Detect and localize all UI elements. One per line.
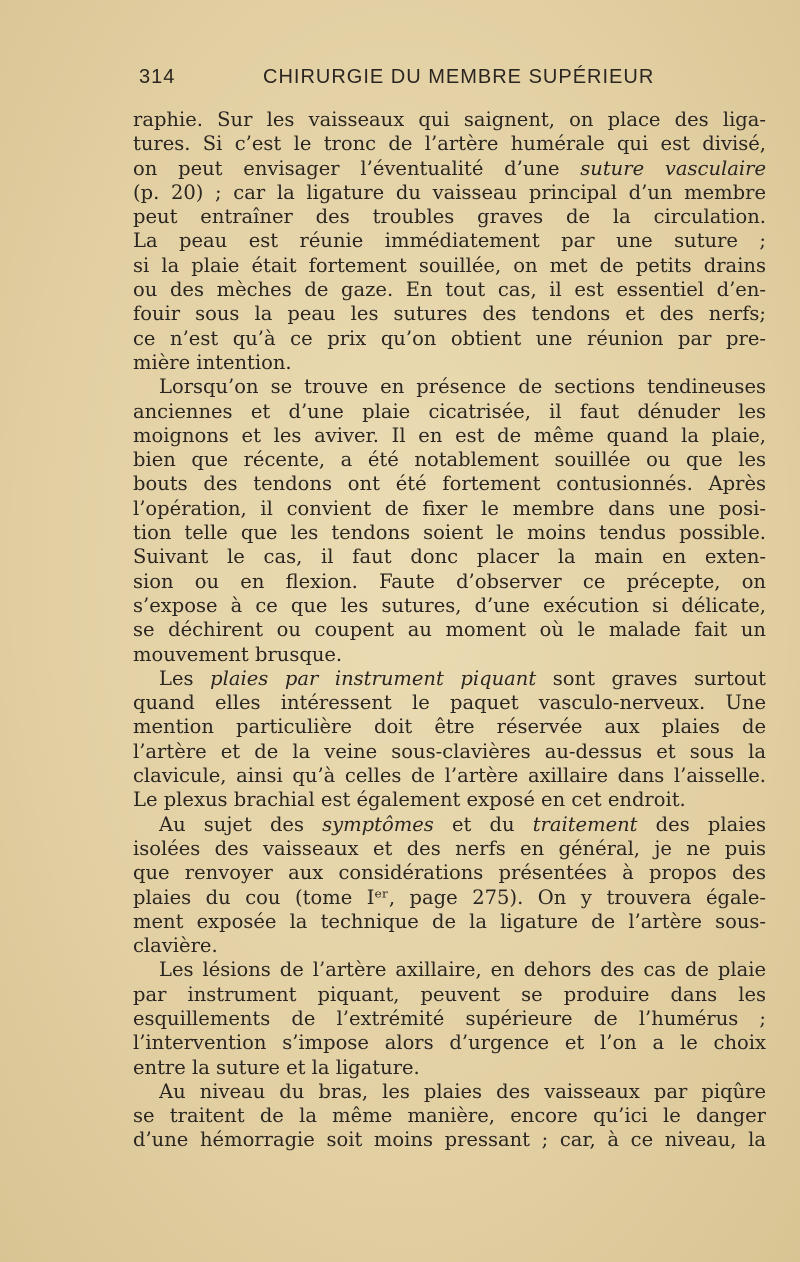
text-line [133,667,766,691]
line-text: que renvoyer aux considérations présentées à propos des [133,861,766,885]
text-line [133,302,766,326]
text-line [133,472,766,496]
text-line [133,1056,766,1080]
line-text: clavière. [133,934,218,958]
text-line [133,788,766,812]
line-text: Suivant le cas, il faut donc placer la main en exten- [133,545,766,569]
line-text: Le plexus brachial est également exposé en cet endroit. [133,788,686,812]
line-text: mière intention. [133,350,292,374]
line-text: quand elles intéressent le paquet vasculo-nerveux. Une [133,691,766,715]
text-line [133,764,766,788]
text-line [133,157,766,181]
text-line [133,1080,766,1104]
line-text: entre la suture et la ligature. [133,1055,420,1079]
line-text: l’intervention s’impose alors d’urgence et l’on a le choix [133,1031,766,1055]
line-text: mention particulière doit être réservée aux plaies de [133,715,766,739]
line-text: Les lésions de l’artère axillaire, en dehors des cas de plaie [159,958,766,982]
text-line [133,375,766,399]
text-line [133,643,766,667]
text-line [133,400,766,424]
line-text: moignons et les aviver. Il en est de même quand la plaie, [133,423,766,447]
book-page [133,58,766,1153]
running-header [133,58,766,98]
page-number: 314 [139,66,176,88]
text-line [133,594,766,618]
text-line [133,327,766,351]
text-line [133,618,766,642]
line-text: des plaies [637,812,766,836]
line-text: sont graves surtout [536,666,766,690]
line-text: ou des mèches de gaze. En tout cas, il est essentiel d’en- [133,278,766,302]
line-text: isolées des vaisseaux et des nerfs en général, je ne puis [133,836,766,860]
line-text: l’opération, il convient de fixer le membre dans une posi- [133,496,766,520]
emphasized-term: plaies par instrument piquant [210,666,537,690]
line-text: bien que récente, a été notablement souillée ou que les [133,448,766,472]
line-text: esquillements de l’extrémité supérieure de l’humérus ; [133,1006,766,1030]
line-text: bouts des tendons ont été fortement contusionnés. Après [133,472,766,496]
line-text: peut entraîner des troubles graves de la circulation. [133,205,766,229]
text-line [133,497,766,521]
text-line [133,1128,766,1152]
text-line [133,1031,766,1055]
text-line [133,910,766,934]
line-text: Au sujet des [159,812,323,836]
line-text: Les [159,666,211,690]
text-line [133,813,766,837]
line-text: s’expose à ce que les sutures, d’une exécution si délicate, [133,593,766,617]
text-line [133,448,766,472]
text-line [133,570,766,594]
running-title: CHIRURGIE DU MEMBRE SUPÉRIEUR [263,66,655,88]
line-text: si la plaie était fortement souillée, on met de petits drains [133,253,766,277]
line-text: et du [433,812,533,836]
text-line [133,715,766,739]
line-text: plaies du cou (tome Iᵉʳ, page 275). On y trouvera égale- [133,885,766,909]
text-line [133,861,766,885]
text-line [133,254,766,278]
text-line [133,351,766,375]
line-text: sion ou en flexion. Faute d’observer ce précepte, on [133,569,766,593]
line-text: mouvement brusque. [133,642,343,666]
text-line [133,545,766,569]
line-text: fouir sous la peau les sutures des tendons et des nerfs; [133,302,766,326]
text-line [133,1007,766,1031]
line-text: on peut envisager l’éventualité d’une [133,156,581,180]
line-text: tion telle que les tendons soient le moins tendus possible. [133,521,766,545]
text-line [133,886,766,910]
text-line [133,983,766,1007]
text-line [133,740,766,764]
line-text: tures. Si c’est le tronc de l’artère humérale qui est divisé, [133,132,766,156]
line-text: ce n’est qu’à ce prix qu’on obtient une réunion par pre- [133,326,766,350]
text-line [133,521,766,545]
text-line [133,132,766,156]
line-text: ment exposée la technique de la ligature de l’artère sous- [133,909,766,933]
line-text: l’artère et de la veine sous-clavières au-dessus et sous la [133,739,766,763]
line-text: par instrument piquant, peuvent se produire dans les [133,982,766,1006]
line-text: raphie. Sur les vaisseaux qui saignent, on place des liga- [133,108,766,131]
text-line [133,108,766,132]
line-text: se déchirent ou coupent au moment où le malade fait un [133,618,766,642]
text-line [133,837,766,861]
line-text: clavicule, ainsi qu’à celles de l’artère axillaire dans l’aisselle. [133,764,766,788]
line-text: anciennes et d’une plaie cicatrisée, il faut dénuder les [133,399,766,423]
text-line [133,691,766,715]
text-line [133,205,766,229]
line-text: La peau est réunie immédiatement par une suture ; [133,229,766,253]
text-line [133,229,766,253]
body-text [133,108,766,1153]
emphasized-term: traitement [532,812,638,836]
line-text: d’une hémorragie soit moins pressant ; car, à ce niveau, la [133,1128,766,1152]
emphasized-term: suture vasculaire [580,156,766,180]
line-text: Au niveau du bras, les plaies des vaisseaux par piqûre [159,1079,766,1103]
emphasized-term: symptômes [322,812,434,836]
line-text: Lorsqu’on se trouve en présence de sections tendineuses [159,375,766,399]
line-text: (p. 20) ; car la ligature du vaisseau principal d’un membre [133,180,766,204]
text-line [133,958,766,982]
text-line [133,424,766,448]
line-text: se traitent de la même manière, encore qu’ici le danger [133,1104,766,1128]
text-line [133,278,766,302]
text-line [133,1104,766,1128]
text-line [133,181,766,205]
text-line [133,934,766,958]
